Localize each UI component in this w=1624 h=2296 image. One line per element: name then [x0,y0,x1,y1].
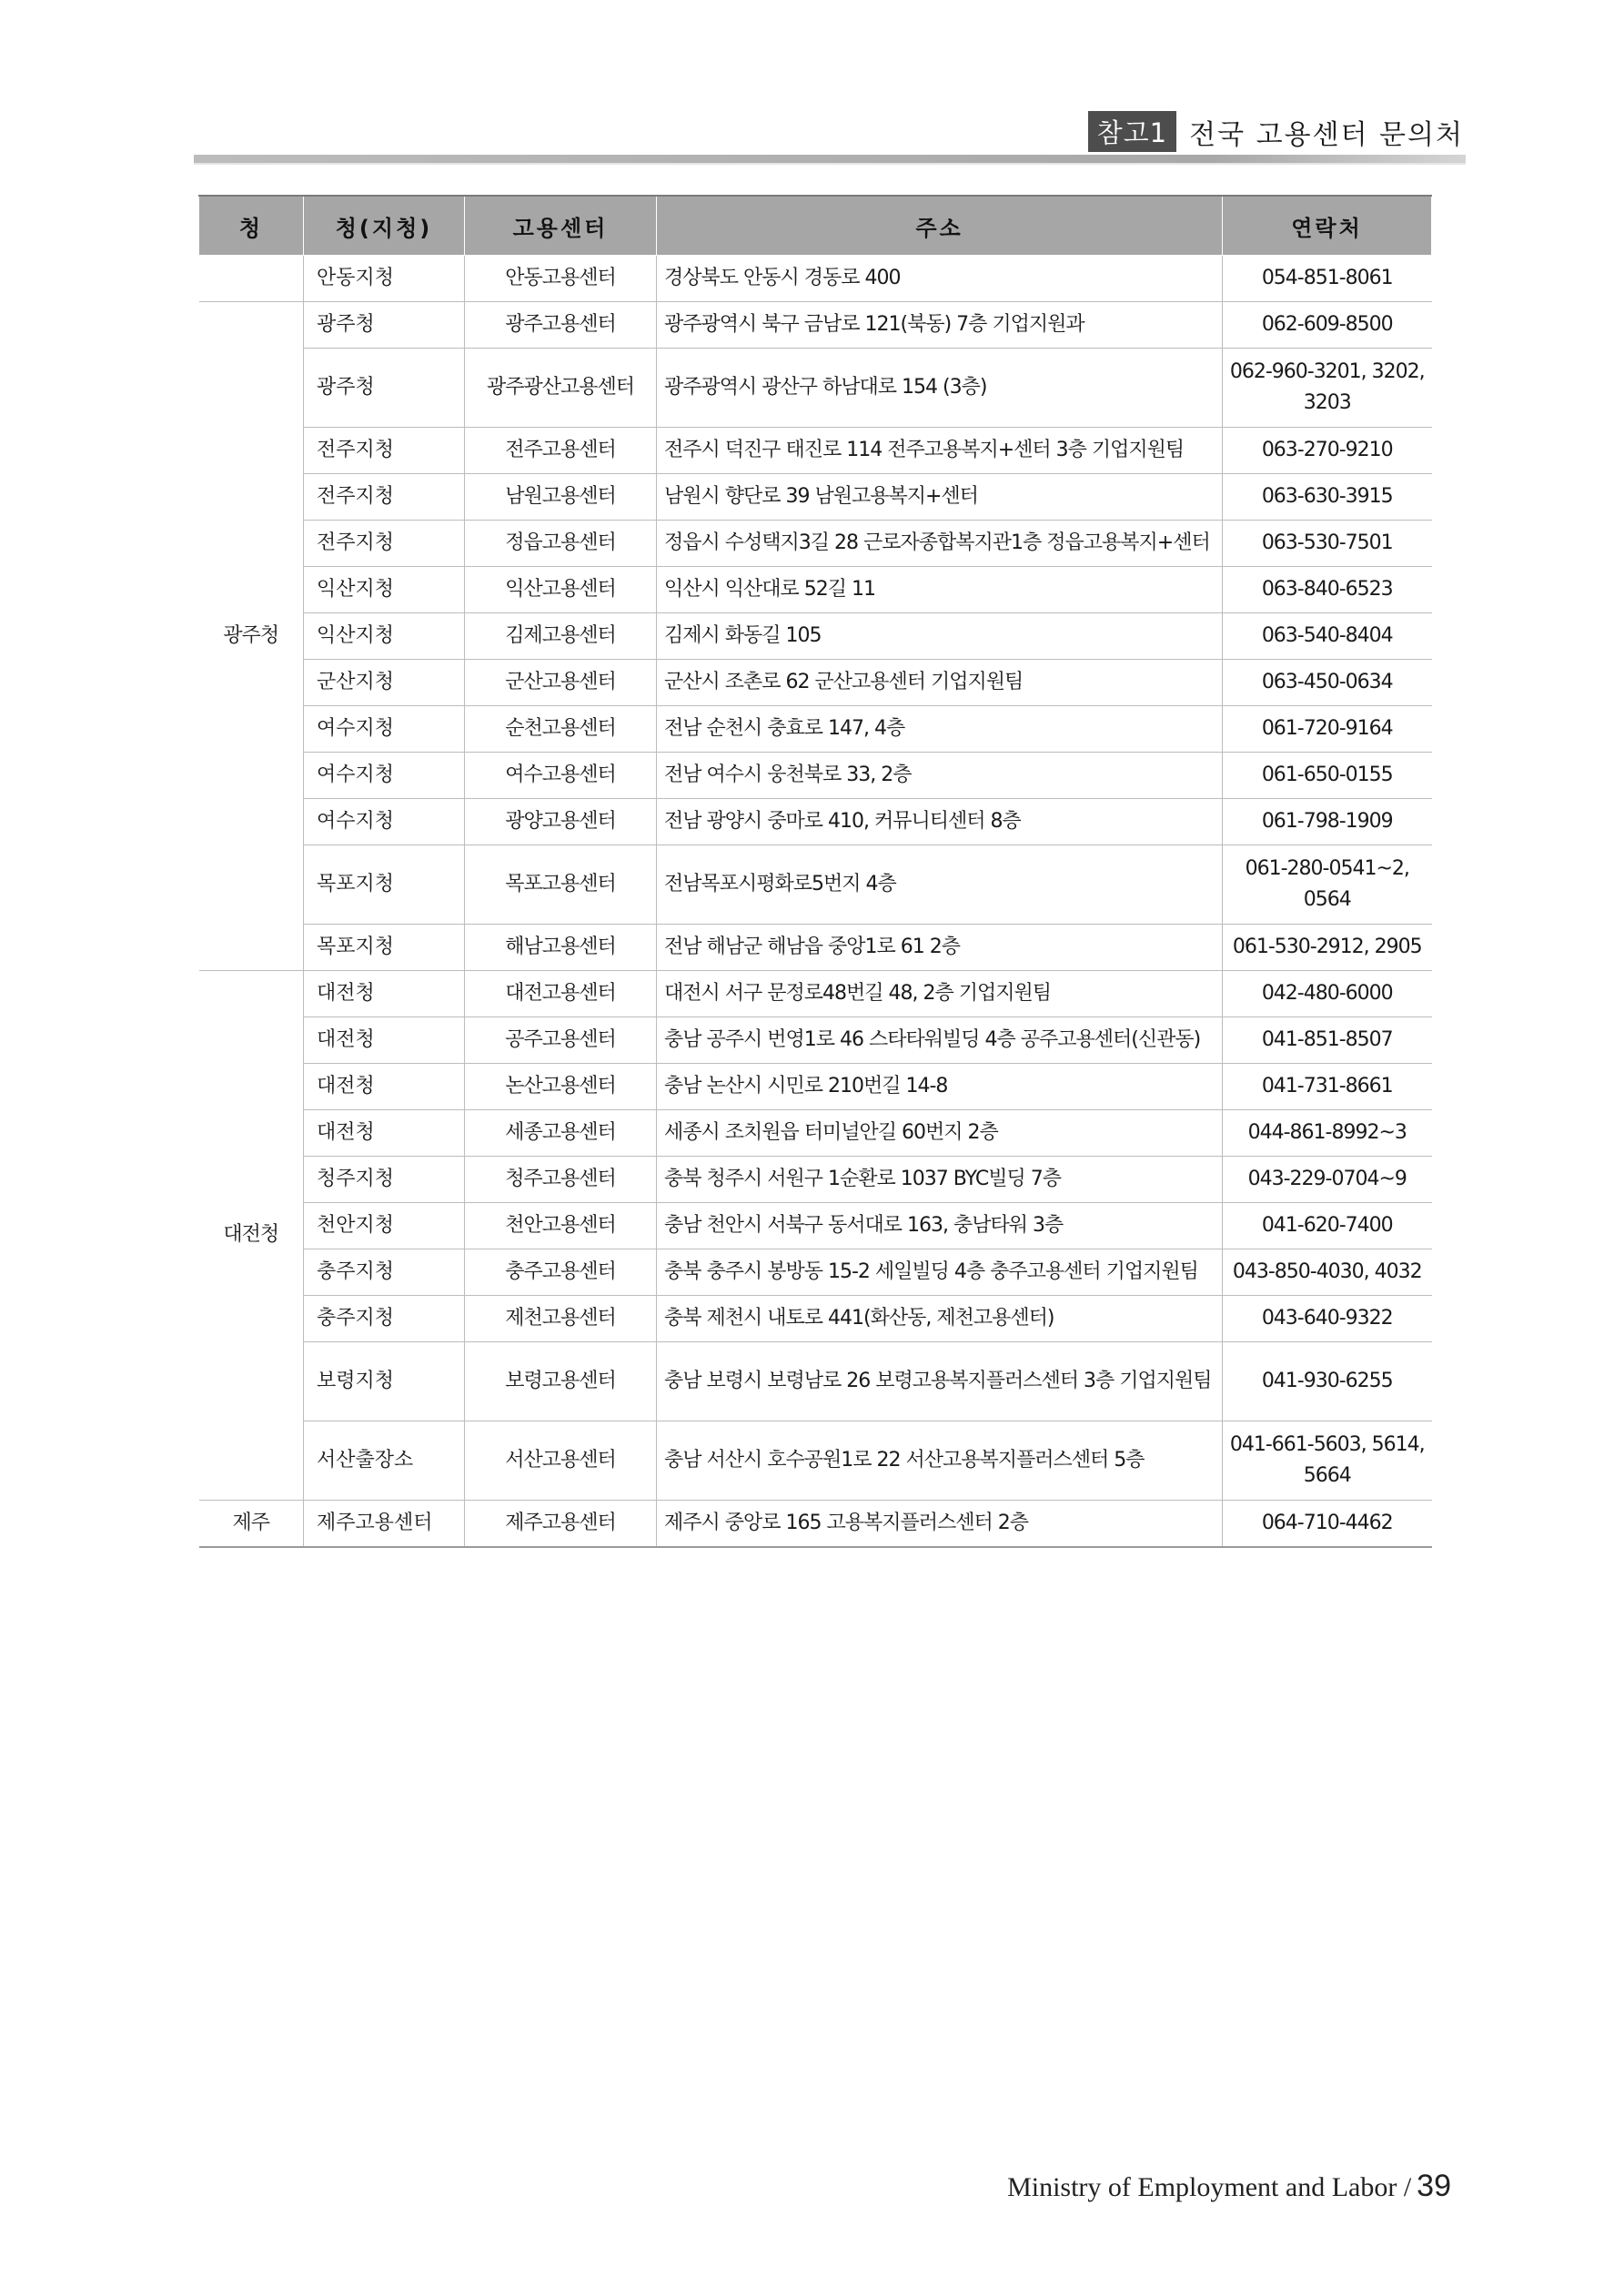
column-header-center: 고용센터 [465,196,657,256]
table-row [199,660,1432,706]
address-cell: 광주광역시 북구 금남로 121(북동) 7층 기업지원과 [657,302,1223,349]
center-cell: 대전고용센터 [465,971,657,1017]
phone-cell: 061-720-9164 [1223,706,1432,753]
address-cell: 충북 제천시 내토로 441(화산동, 제천고용센터) [657,1296,1223,1342]
center-cell: 제주고용센터 [465,1501,657,1548]
column-header-address: 주소 [657,196,1223,256]
table-row [199,613,1432,660]
table-row [199,925,1432,971]
table-row [199,1501,1432,1548]
table-row [199,706,1432,753]
phone-cell: 041-620-7400 [1223,1203,1432,1249]
phone-cell: 062-609-8500 [1223,302,1432,349]
office-cell: 안동지청 [304,256,465,302]
office-cell: 충주지청 [304,1249,465,1296]
address-cell: 충남 천안시 서북구 동서대로 163, 충남타워 3층 [657,1203,1223,1249]
office-cell: 여수지청 [304,706,465,753]
table-row [199,1064,1432,1110]
table-row [199,845,1432,925]
center-cell: 서산고용센터 [465,1421,657,1501]
phone-cell: 043-640-9322 [1223,1296,1432,1342]
office-cell: 전주지청 [304,521,465,567]
phone-cell: 043-850-4030, 4032 [1223,1249,1432,1296]
office-cell: 전주지청 [304,474,465,521]
region-cell: 광주청 [199,302,304,971]
center-cell: 해남고용센터 [465,925,657,971]
office-cell: 전주지청 [304,428,465,474]
center-cell: 군산고용센터 [465,660,657,706]
address-cell: 전남 순천시 충효로 147, 4층 [657,706,1223,753]
office-cell: 목포지청 [304,845,465,925]
table-row [199,1342,1432,1421]
office-cell: 보령지청 [304,1342,465,1421]
column-header-office: 청(지청) [304,196,465,256]
office-cell: 익산지청 [304,567,465,613]
office-cell: 광주청 [304,302,465,349]
phone-cell: 064-710-4462 [1223,1501,1432,1548]
address-cell: 익산시 익산대로 52길 11 [657,567,1223,613]
page-header [1088,111,1464,152]
office-cell: 익산지청 [304,613,465,660]
center-cell: 세종고용센터 [465,1110,657,1157]
phone-cell: 063-450-0634 [1223,660,1432,706]
table-row [199,971,1432,1017]
address-cell: 충남 공주시 번영1로 46 스타타워빌딩 4층 공주고용센터(신관동) [657,1017,1223,1064]
phone-cell: 041-930-6255 [1223,1342,1432,1421]
office-cell: 여수지청 [304,799,465,845]
table-body [199,256,1432,1548]
address-cell: 전남 광양시 중마로 410, 커뮤니티센터 8층 [657,799,1223,845]
office-cell: 광주청 [304,349,465,428]
table-row [199,428,1432,474]
office-cell: 충주지청 [304,1296,465,1342]
center-cell: 익산고용센터 [465,567,657,613]
phone-cell: 044-861-8992~3 [1223,1110,1432,1157]
phone-cell: 054-851-8061 [1223,256,1432,302]
region-cell: 대전청 [199,971,304,1501]
phone-cell: 041-661-5603, 5614, 5664 [1223,1421,1432,1501]
table-row [199,1203,1432,1249]
address-cell: 군산시 조촌로 62 군산고용센터 기업지원팀 [657,660,1223,706]
table-row [199,1110,1432,1157]
phone-cell: 061-650-0155 [1223,753,1432,799]
office-cell: 대전청 [304,1017,465,1064]
phone-cell: 061-530-2912, 2905 [1223,925,1432,971]
office-cell: 서산출장소 [304,1421,465,1501]
office-cell: 천안지청 [304,1203,465,1249]
phone-cell: 061-798-1909 [1223,799,1432,845]
address-cell: 충남 보령시 보령남로 26 보령고용복지플러스센터 3층 기업지원팀 [657,1342,1223,1421]
address-cell: 충남 서산시 호수공원1로 22 서산고용복지플러스센터 5층 [657,1421,1223,1501]
column-header-region: 청 [199,196,304,256]
table-row [199,753,1432,799]
page-number: 39 [1417,2169,1451,2203]
center-cell: 광주광산고용센터 [465,349,657,428]
center-cell: 충주고용센터 [465,1249,657,1296]
center-cell: 청주고용센터 [465,1157,657,1203]
address-cell: 세종시 조치원읍 터미널안길 60번지 2층 [657,1110,1223,1157]
phone-cell: 063-540-8404 [1223,613,1432,660]
table-row [199,1157,1432,1203]
table-row [199,799,1432,845]
employment-center-table [198,195,1432,1548]
phone-cell: 043-229-0704~9 [1223,1157,1432,1203]
office-cell: 대전청 [304,1110,465,1157]
center-cell: 목포고용센터 [465,845,657,925]
office-cell: 청주지청 [304,1157,465,1203]
reference-badge: 참고1 [1088,111,1176,152]
address-cell: 정읍시 수성택지3길 28 근로자종합복지관1층 정읍고용복지+센터 [657,521,1223,567]
address-cell: 전주시 덕진구 태진로 114 전주고용복지+센터 3층 기업지원팀 [657,428,1223,474]
phone-cell: 063-270-9210 [1223,428,1432,474]
center-cell: 천안고용센터 [465,1203,657,1249]
address-cell: 김제시 화동길 105 [657,613,1223,660]
center-cell: 여수고용센터 [465,753,657,799]
table-row [199,349,1432,428]
phone-cell: 063-530-7501 [1223,521,1432,567]
address-cell: 남원시 향단로 39 남원고용복지+센터 [657,474,1223,521]
table-row [199,474,1432,521]
center-cell: 제천고용센터 [465,1296,657,1342]
address-cell: 충북 충주시 봉방동 15-2 세일빌딩 4층 충주고용센터 기업지원팀 [657,1249,1223,1296]
phone-cell: 063-630-3915 [1223,474,1432,521]
column-header-phone: 연락처 [1223,196,1432,256]
header-rule [194,155,1466,163]
address-cell: 광주광역시 광산구 하남대로 154 (3층) [657,349,1223,428]
center-cell: 공주고용센터 [465,1017,657,1064]
phone-cell: 042-480-6000 [1223,971,1432,1017]
region-cell: 제주 [199,1501,304,1548]
phone-cell: 062-960-3201, 3202, 3203 [1223,349,1432,428]
office-cell: 대전청 [304,971,465,1017]
table-header-row [199,196,1432,256]
center-cell: 순천고용센터 [465,706,657,753]
center-cell: 김제고용센터 [465,613,657,660]
center-cell: 안동고용센터 [465,256,657,302]
center-cell: 보령고용센터 [465,1342,657,1421]
center-cell: 남원고용센터 [465,474,657,521]
office-cell: 여수지청 [304,753,465,799]
office-cell: 목포지청 [304,925,465,971]
center-cell: 광주고용센터 [465,302,657,349]
table-row [199,256,1432,302]
office-cell: 대전청 [304,1064,465,1110]
phone-cell: 061-280-0541~2, 0564 [1223,845,1432,925]
phone-cell: 041-731-8661 [1223,1064,1432,1110]
address-cell: 전남 여수시 웅천북로 33, 2층 [657,753,1223,799]
address-cell: 전남 해남군 해남읍 중앙1로 61 2층 [657,925,1223,971]
table-row [199,1421,1432,1501]
header-title: 전국 고용센터 문의처 [1189,118,1464,151]
phone-cell: 063-840-6523 [1223,567,1432,613]
page-footer [1007,2169,1451,2204]
center-cell: 광양고용센터 [465,799,657,845]
address-cell: 전남목포시평화로5번지 4층 [657,845,1223,925]
address-cell: 충북 청주시 서원구 1순환로 1037 BYC빌딩 7층 [657,1157,1223,1203]
center-cell: 전주고용센터 [465,428,657,474]
address-cell: 제주시 중앙로 165 고용복지플러스센터 2층 [657,1501,1223,1548]
office-cell: 군산지청 [304,660,465,706]
region-cell [199,256,304,302]
table-row [199,521,1432,567]
table-row [199,302,1432,349]
center-cell: 정읍고용센터 [465,521,657,567]
footer-ministry: Ministry of Employment and Labor / [1007,2172,1412,2202]
address-cell: 대전시 서구 문정로48번길 48, 2층 기업지원팀 [657,971,1223,1017]
center-cell: 논산고용센터 [465,1064,657,1110]
table-row [199,567,1432,613]
table-row [199,1249,1432,1296]
office-cell: 제주고용센터 [304,1501,465,1548]
table-row [199,1017,1432,1064]
address-cell: 경상북도 안동시 경동로 400 [657,256,1223,302]
address-cell: 충남 논산시 시민로 210번길 14-8 [657,1064,1223,1110]
phone-cell: 041-851-8507 [1223,1017,1432,1064]
table-row [199,1296,1432,1342]
